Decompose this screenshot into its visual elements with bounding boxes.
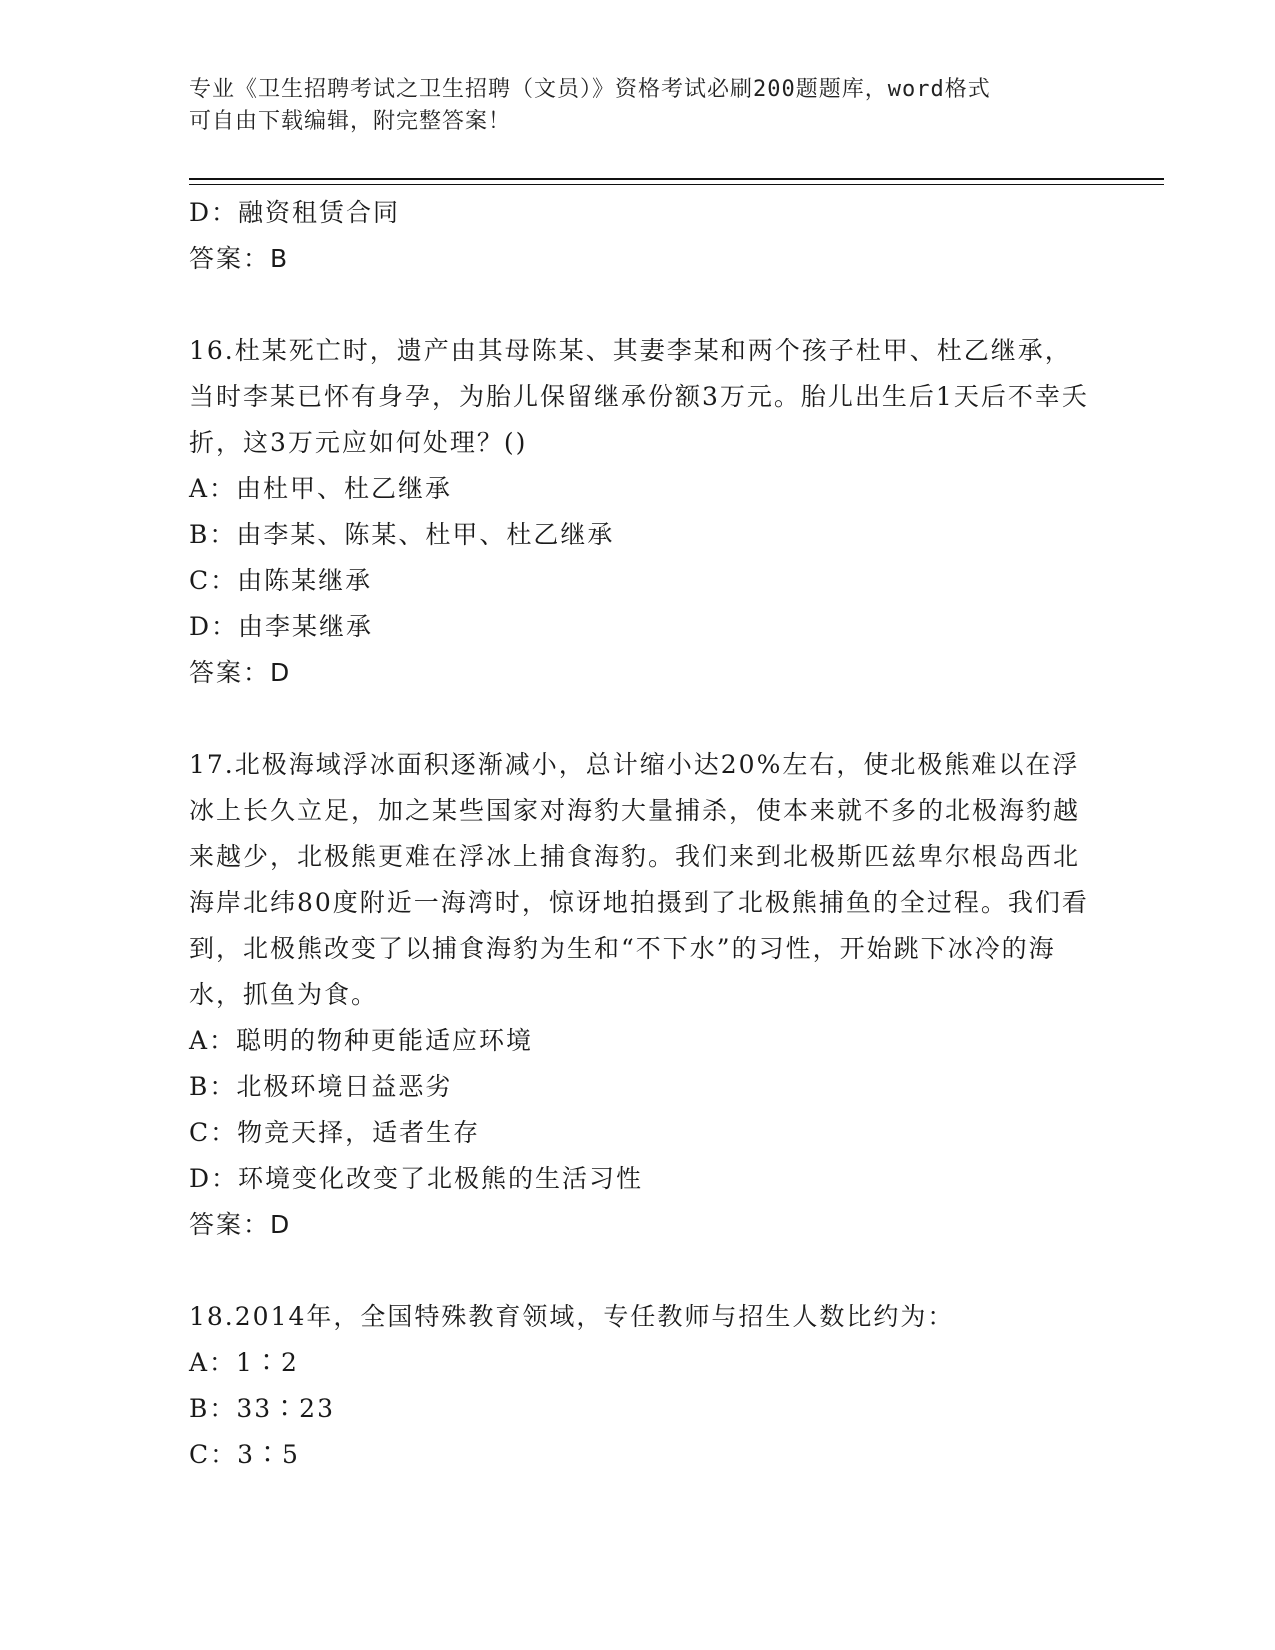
spacer: [189, 1248, 1089, 1294]
option-a: A：聪明的物种更能适应环境: [189, 1026, 534, 1055]
question-text: 16.杜某死亡时，遗产由其母陈某、其妻李某和两个孩子杜甲、杜乙继承，当时李某已怀有身孕，为胎儿保留继承份额3万元。胎儿出生后1天后不幸夭折，这3万元应如何处理？(): [189, 336, 1089, 457]
option-b: B：北极环境日益恶劣: [189, 1072, 453, 1101]
answer: 答案：D: [189, 658, 292, 687]
question-text: 17.北极海域浮冰面积逐渐减小，总计缩小达20%左右，使北极熊难以在浮冰上长久立足，加之某些国家对海豹大量捕杀，使本来就不多的北极海豹越来越少，北极熊更难在浮冰上捕食海豹。我们来到北极斯匹兹卑尔根岛西北海岸北纬80度附近一海湾时，惊讶地拍摄到了北极熊捕鱼的全过程。我们看到，北极熊改变了以捕食海豹为生和“不下水”的习性，开始跳下冰冷的海水，抓鱼为食。: [189, 750, 1089, 1009]
option-d: D：融资租赁合同: [189, 198, 401, 227]
option-b: B：由李某、陈某、杜甲、杜乙继承: [189, 520, 615, 549]
header-title-line-2: 可自由下载编辑，附完整答案！: [189, 109, 512, 134]
option-d: D：环境变化改变了北极熊的生活习性: [189, 1164, 644, 1193]
question-text: 18.2014年，全国特殊教育领域，专任教师与招生人数比约为：: [189, 1302, 955, 1331]
question-16: [189, 328, 1089, 696]
answer: 答案：B: [189, 244, 290, 273]
header-rule-thin: [189, 184, 1164, 185]
option-d: D：由李某继承: [189, 612, 374, 641]
answer: 答案：D: [189, 1210, 292, 1239]
document-body: [189, 190, 1089, 1478]
option-b: B：33∶23: [189, 1394, 335, 1423]
header-rule-thick: [189, 178, 1164, 180]
option-a: A：1∶2: [189, 1348, 299, 1377]
spacer: [189, 282, 1089, 328]
header-title-line-1: 专业《卫生招聘考试之卫生招聘（文员）》资格考试必刷200题题库，word格式: [189, 77, 991, 102]
question-18: [189, 1294, 1089, 1478]
option-c: C：由陈某继承: [189, 566, 373, 595]
question-17: [189, 742, 1089, 1248]
prev-question-tail: [189, 190, 1089, 282]
option-a: A：由杜甲、杜乙继承: [189, 474, 453, 503]
option-c: C：物竞天择，适者生存: [189, 1118, 481, 1147]
option-c: C：3∶5: [189, 1440, 300, 1469]
document-header: [189, 74, 1069, 138]
spacer: [189, 696, 1089, 742]
